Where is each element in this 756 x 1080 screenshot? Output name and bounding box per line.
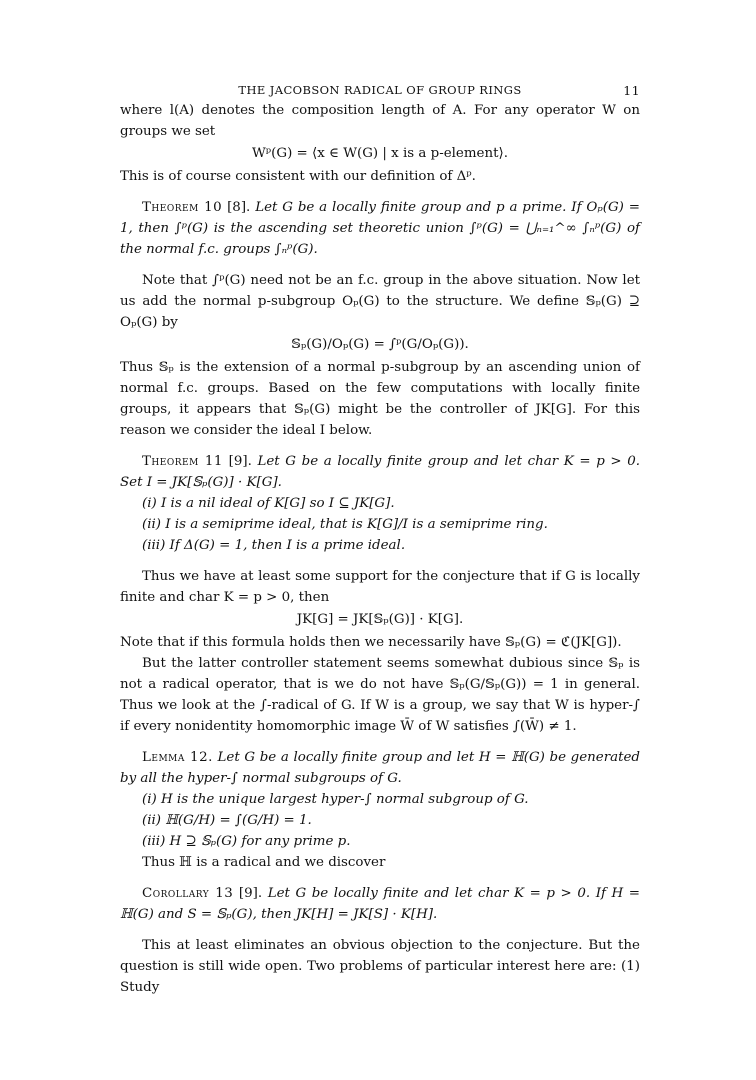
lemma-statement: Let G be a locally finite group and let H = ℍ(G) be generated by all the hyper-∫ normal subgroups of G. — [120, 750, 640, 786]
paragraph: But the latter controller statement seems somewhat dubious since 𝕊ₚ is not a radical operator, that is we do not have 𝕊ₚ(G/𝕊ₚ(G)) = 1 in general. Thus we look at the ∫-radical of G. If W is a group, we say that W is hyper-∫ if every nonidentity homomorphic image W̄ of W satisfies ∫(W̄) ≠ 1. — [120, 656, 640, 734]
page-number: 11 — [623, 83, 640, 98]
paragraph: This at least eliminates an obvious objection to the conjecture. But the question is still wide open. Two problems of particular interest here are: (1) Study — [120, 938, 640, 995]
lemma-12 — [120, 747, 640, 789]
corollary-label: Corollary 13 — [142, 886, 234, 901]
display-equation: 𝕊ₚ(G)/Oₚ(G) = ∫ᵖ(G/Oₚ(G)). — [291, 337, 469, 352]
citation: [9]. — [238, 886, 263, 901]
paragraph: Note that ∫ᵖ(G) need not be an f.c. group in the above situation. Now let us add the normal p-subgroup Oₚ(G) to the structure. We define 𝕊ₚ(G) ⊇ Oₚ(G) by — [120, 273, 640, 330]
paper-page — [120, 76, 640, 998]
paragraph: Thus ℍ is a radical and we discover — [142, 855, 386, 870]
paragraph: This is of course consistent with our definition of Δᵖ. — [120, 169, 476, 184]
citation: [8]. — [227, 200, 251, 215]
list-item: (i) H is the unique largest hyper-∫ normal subgroup of G. — [142, 792, 529, 807]
theorem-statement: Let G be a locally finite group and let char K = p > 0. Set I = JK[𝕊ₚ(G)] · K[G]. — [120, 454, 641, 490]
lemma-label: Lemma 12. — [142, 750, 213, 765]
theorem-label: Theorem 10 — [142, 200, 223, 215]
list-item: (i) I is a nil ideal of K[G] so I ⊆ JK[G]. — [142, 496, 395, 511]
display-equation: Wᵖ(G) = ⟨x ∈ W(G) | x is a p-element⟩. — [252, 146, 508, 161]
paragraph: Thus 𝕊ₚ is the extension of a normal p-subgroup by an ascending union of normal f.c. groups. Based on the few computations with locally finite groups, it appears that 𝕊ₚ(G) might be the controller of JK[G]. For this reason we consider the ideal I below. — [120, 360, 640, 438]
corollary-statement: Let G be locally finite and let char K = p > 0. If H = ℍ(G) and S = 𝕊ₚ(G), then JK[H] = JK[S] · K[H]. — [120, 886, 640, 922]
theorem-11 — [120, 451, 640, 493]
list-item: (iii) H ⊇ 𝕊ₚ(G) for any prime p. — [142, 834, 351, 849]
corollary-13 — [120, 883, 640, 925]
paragraph: where l(A) denotes the composition length of A. For any operator W on groups we set — [120, 103, 640, 139]
list-item: (ii) I is a semiprime ideal, that is K[G]/I is a semiprime ring. — [142, 517, 548, 532]
list-item: (ii) ℍ(G/H) = ∫(G/H) = 1. — [142, 813, 312, 828]
running-header — [120, 76, 640, 100]
paragraph: Note that if this formula holds then we necessarily have 𝕊ₚ(G) = ℭ(JK[G]). — [120, 635, 622, 650]
paragraph: Thus we have at least some support for the conjecture that if G is locally finite and char K = p > 0, then — [120, 569, 640, 605]
theorem-10 — [120, 197, 640, 260]
display-equation: JK[G] = JK[𝕊ₚ(G)] · K[G]. — [296, 612, 464, 627]
running-title: THE JACOBSON RADICAL OF GROUP RINGS — [238, 83, 522, 97]
list-item: (iii) If Δ(G) = 1, then I is a prime ideal. — [142, 538, 406, 553]
citation: [9]. — [228, 454, 252, 469]
theorem-statement: Let G be a locally finite group and p a prime. If Oₚ(G) = 1, then ∫ᵖ(G) is the ascending set theoretic union ∫ᵖ(G) = ⋃ₙ₌₁^∞ ∫ₙᵖ(G) of the normal f.c. groups ∫ₙᵖ(G). — [120, 200, 640, 257]
theorem-label: Theorem 11 — [142, 454, 223, 469]
